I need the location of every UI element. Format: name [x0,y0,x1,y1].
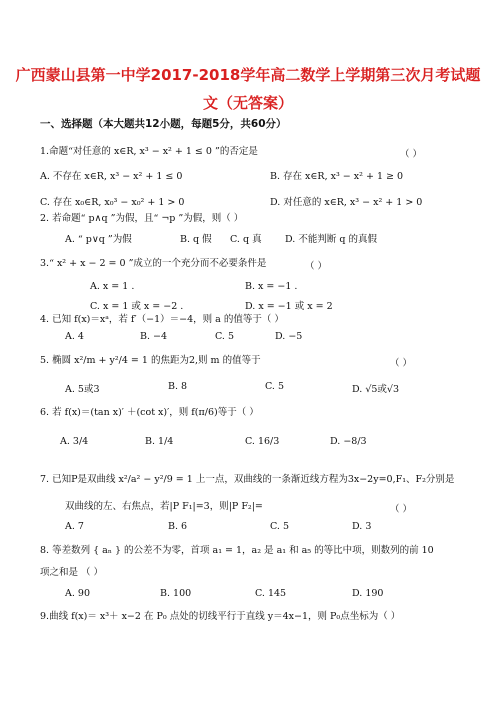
question-7-option-c: C. 5 [270,521,290,532]
question-5-stem: 5. 椭圆 x²/m + y²/4 = 1 的焦距为2,则 m 的值等于 [40,355,261,366]
question-8-option-a: A. 90 [65,588,90,599]
question-8-stem-continued: 项之和是 （ ） [40,567,104,578]
question-1-option-d: D. 对任意的 x∈R, x³ − x² + 1 > 0 [270,197,423,208]
question-7-option-a: A. 7 [65,521,84,532]
question-2-option-d: D. 不能判断 q 的真假 [285,234,377,245]
question-7-option-d: D. 3 [352,521,372,532]
question-8-stem: 8. 等差数列 { aₙ } 的公差不为零，首项 a₁ = 1，a₂ 是 a₁ 和 a₅ 的等比中项，则数列的前 10 [40,545,434,556]
question-2-option-b: B. q 假 [180,234,212,245]
question-4-option-c: C. 5 [215,331,235,342]
question-2-option-a: A. “ p∨q ”为假 [65,234,132,245]
question-6-option-c: C. 16/3 [245,436,280,447]
question-7-stem: 7. 已知P是双曲线 x²/a² − y²/9 = 1 上一点，双曲线的一条渐近线方程为3x−2y=0,F₁、F₂分别是 [40,474,455,485]
question-5-answer-blank: （ ） [390,358,413,369]
question-5-option-a: A. 5或3 [65,384,100,395]
question-1-option-c: C. 存在 x₀∈R, x₀³ − x₀² + 1 > 0 [40,197,185,208]
question-8-option-b: B. 100 [160,588,192,599]
question-1-option-a: A. 不存在 x∈R, x³ − x² + 1 ≤ 0 [40,171,183,182]
question-1-answer-blank: （ ） [400,149,423,160]
question-2-option-c: C. q 真 [230,234,262,245]
question-2-stem: 2. 若命题“ p∧q ”为假，且“ ¬p ”为假，则（ ） [40,213,244,224]
question-8-option-c: C. 145 [255,588,287,599]
question-8-option-d: D. 190 [352,588,384,599]
question-7-answer-blank: （ ） [390,504,413,515]
question-3-answer-blank: （ ） [305,261,328,272]
question-3-option-d: D. x = −1 或 x = 2 [245,301,333,312]
question-3-option-a: A. x = 1 . [90,281,135,292]
question-4-option-d: D. −5 [275,331,303,342]
question-5-option-c: C. 5 [265,381,285,392]
question-9-stem: 9.曲线 f(x)＝ x³＋ x−2 在 P₀ 点处的切线平行于直线 y＝4x−1，则 P₀点坐标为（ ） [40,611,401,622]
question-6-option-d: D. −8/3 [330,436,367,447]
question-5-option-d: D. √5或√3 [352,384,400,395]
question-3-stem: 3.“ x² + x − 2 = 0 ”成立的一个充分而不必要条件是 [40,258,267,269]
question-4-option-b: B. −4 [140,331,168,342]
exam-title-line2: 文（无答案） [202,94,293,112]
question-4-stem: 4. 已知 f(x)＝xᵃ，若 f′（−1）＝−4，则 a 的值等于（ ） [40,314,284,325]
question-6-option-b: B. 1/4 [145,436,174,447]
question-6-stem: 6. 若 f(x)＝(tan x)′ ＋(cot x)′，则 f(π/6)等于（ ） [40,407,259,418]
section-heading: 一、选择题（本大题共12小题，每题5分，共60分） [40,118,287,130]
question-1-stem: 1.命题“对任意的 x∈R, x³ − x² + 1 ≤ 0 ”的否定是 [40,146,258,157]
question-5-option-b: B. 8 [168,381,188,392]
question-6-option-a: A. 3/4 [60,436,89,447]
question-4-option-a: A. 4 [65,331,84,342]
exam-title-line1: 广西蒙山县第一中学2017-2018学年高二数学上学期第三次月考试题 [15,66,481,84]
question-7-option-b: B. 6 [168,521,188,532]
question-1-option-b: B. 存在 x∈R, x³ − x² + 1 ≥ 0 [270,171,404,182]
question-3-option-c: C. x = 1 或 x = −2 . [90,301,184,312]
question-3-option-b: B. x = −1 . [245,281,298,292]
question-7-stem-continued: 双曲线的左、右焦点，若|P F₁|=3，则|P F₂|= [65,501,263,512]
